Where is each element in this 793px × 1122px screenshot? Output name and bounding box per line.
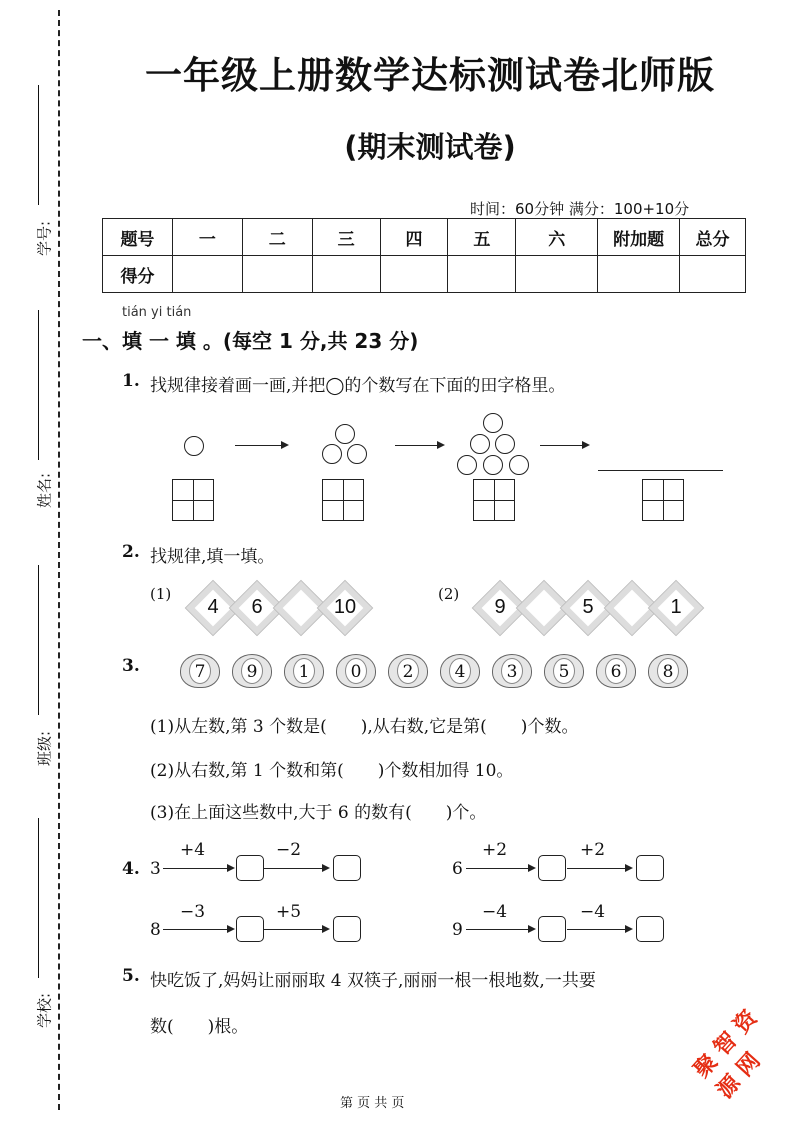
shell-number: 2 bbox=[397, 658, 419, 684]
class-line bbox=[38, 565, 39, 715]
name-label: 姓名: bbox=[35, 472, 54, 509]
score-row-label: 得分 bbox=[103, 256, 173, 293]
score-header-cell: 五 bbox=[448, 219, 516, 256]
binding-dashed-line bbox=[58, 10, 60, 1110]
subquestion-text: (2)从右数,第 1 个数和第( )个数相加得 10。 bbox=[150, 761, 514, 781]
score-input-cell[interactable] bbox=[598, 256, 680, 293]
shell-icon bbox=[544, 654, 584, 688]
chain-start-number: 8 bbox=[150, 920, 161, 940]
question-number: 5. bbox=[122, 966, 140, 986]
tian-grid-answer[interactable] bbox=[172, 479, 214, 521]
operation-label: −4 bbox=[580, 902, 606, 922]
answer-box[interactable] bbox=[636, 916, 664, 942]
page-subtitle: (期末测试卷) bbox=[344, 130, 516, 164]
shell-icon bbox=[648, 654, 688, 688]
shell-number: 5 bbox=[553, 658, 575, 684]
section-pinyin: tián yi tián bbox=[122, 305, 192, 320]
score-header-cell: 总分 bbox=[680, 219, 746, 256]
answer-box[interactable] bbox=[333, 916, 361, 942]
diamond-number: 6 bbox=[251, 596, 263, 618]
subquestion-label: (1) bbox=[150, 585, 172, 603]
shell-icon bbox=[596, 654, 636, 688]
circle-icon bbox=[483, 413, 503, 433]
operation-label: +4 bbox=[180, 840, 206, 860]
shell-icon bbox=[440, 654, 480, 688]
arrow-icon bbox=[264, 868, 328, 869]
circle-icon bbox=[457, 455, 477, 475]
page-footer: 第 页 共 页 bbox=[340, 1096, 405, 1111]
score-header-cell: 四 bbox=[380, 219, 448, 256]
arrow-icon bbox=[235, 445, 287, 446]
shell-icon bbox=[336, 654, 376, 688]
answer-box[interactable] bbox=[538, 855, 566, 881]
score-header-cell: 题号 bbox=[103, 219, 173, 256]
score-input-cell[interactable] bbox=[172, 256, 242, 293]
operation-label: −3 bbox=[180, 902, 206, 922]
score-table-header-row bbox=[103, 219, 746, 256]
operation-label: −2 bbox=[276, 840, 302, 860]
arrow-icon bbox=[163, 868, 233, 869]
question-number: 4. bbox=[122, 859, 140, 879]
shell-number: 8 bbox=[657, 658, 679, 684]
answer-box[interactable] bbox=[333, 855, 361, 881]
operation-label: −4 bbox=[482, 902, 508, 922]
tian-grid-answer[interactable] bbox=[322, 479, 364, 521]
score-input-cell[interactable] bbox=[680, 256, 746, 293]
diamond-number: 5 bbox=[582, 596, 594, 618]
score-header-cell: 附加题 bbox=[598, 219, 680, 256]
arrow-icon bbox=[395, 445, 443, 446]
diamond-number: 9 bbox=[494, 596, 506, 618]
shell-number: 6 bbox=[605, 658, 627, 684]
school-label: 学校: bbox=[35, 992, 54, 1029]
diamond-number: 4 bbox=[207, 596, 219, 618]
question-text: 数( )根。 bbox=[150, 1017, 249, 1037]
drawing-answer-line[interactable] bbox=[598, 470, 723, 471]
circle-icon bbox=[509, 455, 529, 475]
circle-icon bbox=[322, 444, 342, 464]
shell-icon bbox=[232, 654, 272, 688]
watermark-logo: 聚 智 资 源 网 bbox=[689, 1005, 766, 1104]
question-number: 2. bbox=[122, 542, 140, 562]
score-input-cell[interactable] bbox=[380, 256, 448, 293]
arrow-icon bbox=[466, 929, 534, 930]
question-number: 3. bbox=[122, 656, 140, 676]
question-number: 1. bbox=[122, 371, 140, 391]
shell-number: 1 bbox=[293, 658, 315, 684]
chain-start-number: 3 bbox=[150, 859, 161, 879]
score-table-score-row bbox=[103, 256, 746, 293]
score-table bbox=[102, 218, 746, 293]
shell-icon bbox=[284, 654, 324, 688]
subquestion-text: (1)从左数,第 3 个数是( ),从右数,它是第( )个数。 bbox=[150, 717, 579, 737]
diamond-number: 1 bbox=[670, 596, 682, 618]
question-text: 快吃饭了,妈妈让丽丽取 4 双筷子,丽丽一根一根地数,一共要 bbox=[150, 971, 596, 991]
student-id-line bbox=[38, 85, 39, 205]
tian-grid-answer[interactable] bbox=[642, 479, 684, 521]
chain-start-number: 9 bbox=[452, 920, 463, 940]
time-info: 时间：60分钟 满分：100+10分 bbox=[470, 200, 690, 218]
score-input-cell[interactable] bbox=[516, 256, 598, 293]
tian-grid-answer[interactable] bbox=[473, 479, 515, 521]
score-input-cell[interactable] bbox=[448, 256, 516, 293]
section-title: 一、填 一 填 。(每空 1 分,共 23 分) bbox=[82, 329, 419, 353]
shell-icon bbox=[492, 654, 532, 688]
shell-number: 4 bbox=[449, 658, 471, 684]
arrow-icon bbox=[567, 929, 631, 930]
arrow-icon bbox=[163, 929, 233, 930]
answer-box[interactable] bbox=[236, 916, 264, 942]
operation-label: +5 bbox=[276, 902, 302, 922]
score-header-cell: 一 bbox=[172, 219, 242, 256]
answer-box[interactable] bbox=[538, 916, 566, 942]
student-id-label: 学号: bbox=[35, 220, 54, 257]
shell-number: 7 bbox=[189, 658, 211, 684]
diamond-number: 10 bbox=[333, 596, 357, 618]
operation-label: +2 bbox=[580, 840, 606, 860]
shell-number: 3 bbox=[501, 658, 523, 684]
arrow-icon bbox=[264, 929, 328, 930]
score-header-cell: 六 bbox=[516, 219, 598, 256]
circle-icon bbox=[184, 436, 204, 456]
arrow-icon bbox=[567, 868, 631, 869]
score-header-cell: 二 bbox=[242, 219, 312, 256]
chain-start-number: 6 bbox=[452, 859, 463, 879]
circle-icon bbox=[347, 444, 367, 464]
question-text: 找规律接着画一画,并把◯的个数写在下面的田字格里。 bbox=[150, 376, 566, 396]
answer-box[interactable] bbox=[636, 855, 664, 881]
school-line bbox=[38, 818, 39, 978]
subquestion-label: (2) bbox=[438, 585, 460, 603]
subquestion-text: (3)在上面这些数中,大于 6 的数有( )个。 bbox=[150, 803, 487, 823]
arrow-icon bbox=[540, 445, 588, 446]
shell-icon bbox=[388, 654, 428, 688]
circle-icon bbox=[470, 434, 490, 454]
score-header-cell: 三 bbox=[312, 219, 380, 256]
arrow-icon bbox=[466, 868, 534, 869]
page-title: 一年级上册数学达标测试卷北师版 bbox=[145, 54, 715, 97]
class-label: 班级: bbox=[35, 730, 54, 767]
score-input-cell[interactable] bbox=[312, 256, 380, 293]
score-input-cell[interactable] bbox=[242, 256, 312, 293]
operation-label: +2 bbox=[482, 840, 508, 860]
question-text: 找规律,填一填。 bbox=[150, 547, 275, 567]
circle-icon bbox=[483, 455, 503, 475]
circle-icon bbox=[495, 434, 515, 454]
shell-icon bbox=[180, 654, 220, 688]
shell-number: 0 bbox=[345, 658, 367, 684]
circle-icon bbox=[335, 424, 355, 444]
shell-number: 9 bbox=[241, 658, 263, 684]
answer-box[interactable] bbox=[236, 855, 264, 881]
name-line bbox=[38, 310, 39, 460]
